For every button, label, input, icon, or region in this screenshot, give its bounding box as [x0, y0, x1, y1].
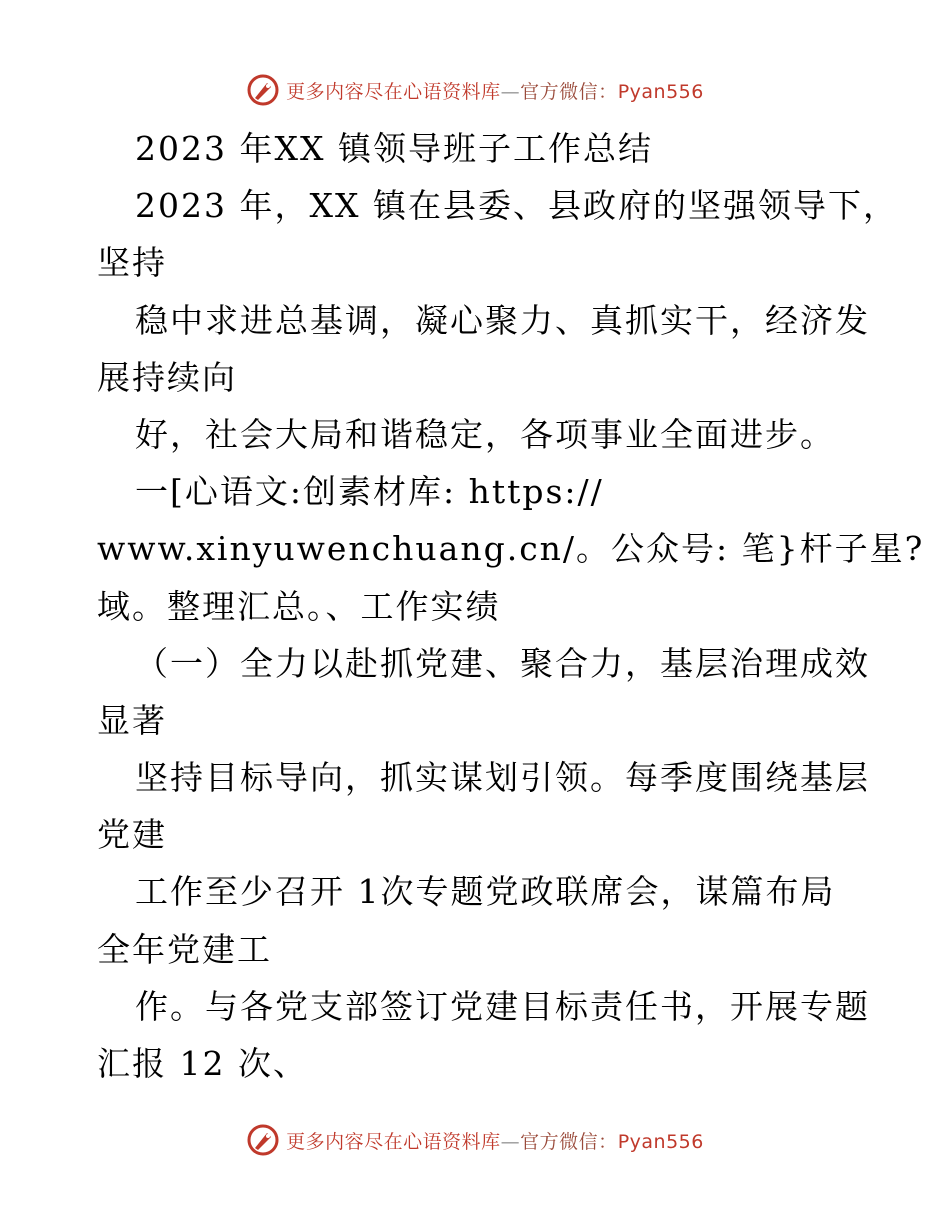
document-line: 坚持目标导向，抓实谋划引领。每季度围绕基层 [135, 758, 870, 798]
document-line: 汇报 12 次、 [97, 1044, 308, 1083]
watermark-text [286, 1127, 704, 1154]
watermark-site-text: 更多内容尽在心语资料库 [286, 80, 501, 103]
document-body [97, 120, 925, 1092]
document-line: （一）全力以赴抓党建、聚合力，基层治理成效 [135, 643, 870, 683]
document-line: 稳中求进总基调，凝心聚力、真抓实干，经济发 [135, 300, 870, 340]
document-line: 展持续向 [97, 357, 237, 397]
watermark-text [286, 77, 704, 104]
document-line: 好，社会大局和谐稳定，各项事业全面进步。 [135, 414, 835, 454]
document-line: www.xinyuwenchuang.cn/。公众号: 笔}杆子星? [97, 529, 925, 569]
document-line: 全年党建工 [97, 929, 272, 969]
watermark-wechat-label: 官方微信： [520, 80, 618, 103]
document-line: 显著 [97, 700, 167, 740]
pen-nib-logo-icon [246, 73, 280, 107]
footer-watermark [0, 1120, 950, 1160]
document-line: 工作至少召开 1次专题党政联席会，谋篇布局 [135, 872, 836, 912]
watermark-wechat-id: Pyan556 [617, 80, 704, 103]
document-line: 2023 年XX 镇领导班子工作总结 [135, 129, 653, 168]
document-line: 坚持 [97, 243, 167, 283]
watermark-wechat-label: 官方微信： [520, 1130, 618, 1153]
pen-nib-logo-icon [246, 1123, 280, 1157]
document-line: 一[心语文:创素材库: https:// [135, 472, 604, 512]
watermark-separator: — [500, 80, 521, 103]
watermark-site-text: 更多内容尽在心语资料库 [286, 1130, 501, 1153]
document-line: 2023 年，XX 镇在县委、县政府的坚强领导下， [135, 186, 898, 226]
watermark-separator: — [500, 1130, 521, 1153]
document-line: 党建 [97, 815, 167, 855]
header-watermark [0, 70, 950, 110]
watermark-wechat-id: Pyan556 [617, 1130, 704, 1153]
document-line: 域。整理汇总。、工作实绩 [97, 586, 501, 626]
document-line: 作。与各党支部签订党建目标责任书，开展专题 [135, 986, 870, 1026]
